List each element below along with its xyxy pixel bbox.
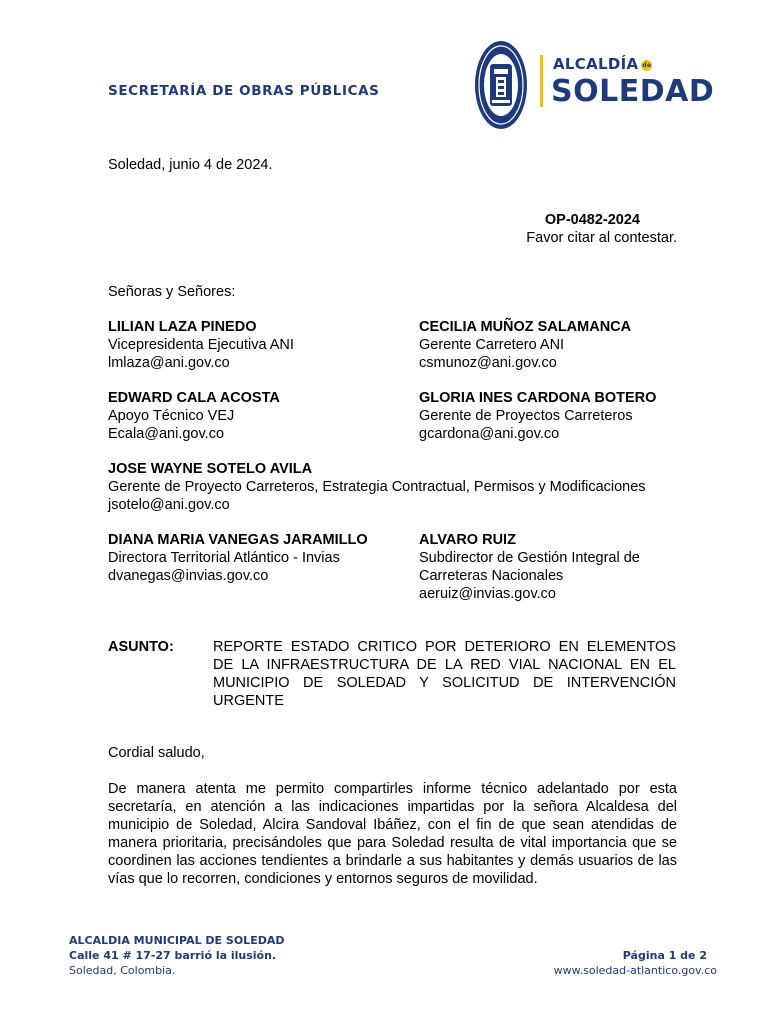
brand-divider — [540, 55, 543, 107]
salutation-to: Señoras y Señores: — [108, 284, 236, 300]
place-date: Soledad, junio 4 de 2024. — [108, 157, 273, 173]
recipient-name: ALVARO RUIZ — [419, 532, 516, 548]
recipient-email: csmunoz@ani.gov.co — [419, 355, 557, 371]
footer-address: Calle 41 # 17-27 barrió la ilusión. — [69, 949, 277, 962]
recipient-email: lmlaza@ani.gov.co — [108, 355, 230, 371]
recipient-title: Gerente de Proyectos Carreteros — [419, 408, 633, 424]
brand-alcaldia-text: ALCALDÍA — [553, 55, 639, 73]
recipient-email: aeruiz@invias.gov.co — [419, 586, 556, 602]
department-title: SECRETARÍA DE OBRAS PÚBLICAS — [108, 83, 380, 99]
recipient-block — [419, 531, 640, 603]
subject-text: REPORTE ESTADO CRITICO POR DETERIORO EN ELEMENTOS DE LA INFRAESTRUCTURA DE LA RED VIAL NACIONAL EN EL MUNICIPIO DE SOLEDAD Y SOLICITUD DE INTERVENCIÓN URGENTE — [213, 639, 676, 709]
recipient-name: EDWARD CALA ACOSTA — [108, 390, 280, 406]
recipient-title: Carreteras Nacionales — [419, 568, 564, 584]
recipient-title: Gerente Carretero ANI — [419, 337, 565, 353]
footer-page-number: Página 1 de 2 — [622, 949, 707, 962]
subject-label: ASUNTO: — [108, 639, 174, 655]
recipient-email: jsotelo@ani.gov.co — [108, 497, 230, 513]
recipient-email: dvanegas@invias.gov.co — [108, 568, 269, 584]
brand-de-badge: de — [642, 62, 652, 69]
brand-soledad: SOLEDAD — [551, 74, 715, 109]
recipient-block — [108, 318, 294, 372]
recipient-block — [108, 389, 280, 443]
recipient-title: Directora Territorial Atlántico - Invias — [108, 550, 340, 566]
brand-alcaldia — [553, 55, 652, 73]
recipient-title: Apoyo Técnico VEJ — [108, 408, 235, 424]
footer-city: Soledad, Colombia. — [69, 964, 176, 977]
reference-number: OP-0482-2024 — [544, 212, 640, 228]
recipient-name: CECILIA MUÑOZ SALAMANCA — [419, 319, 632, 335]
greeting: Cordial saludo, — [108, 745, 205, 761]
recipient-title: Gerente de Proyecto Carreteros, Estrategia Contractual, Permisos y Modificaciones — [108, 479, 646, 495]
recipient-block — [419, 389, 656, 443]
recipient-block — [108, 531, 368, 585]
recipient-email: Ecala@ani.gov.co — [108, 426, 225, 442]
cite-note: Favor citar al contestar. — [526, 230, 677, 246]
recipient-title: Vicepresidenta Ejecutiva ANI — [108, 337, 294, 353]
recipient-block — [108, 460, 688, 514]
recipient-name: JOSE WAYNE SOTELO AVILA — [108, 461, 313, 477]
recipient-block — [419, 318, 631, 372]
recipient-email: gcardona@ani.gov.co — [419, 426, 560, 442]
footer-website: www.soledad-atlantico.gov.co — [553, 964, 717, 977]
recipient-name: GLORIA INES CARDONA BOTERO — [419, 390, 657, 406]
municipal-seal-logo — [474, 40, 528, 130]
body-paragraph: De manera atenta me permito compartirles informe técnico adelantado por esta secretaría, en atención a las indicaciones impartidas por la señora Alcaldesa del municipio de Soledad, Alcira Sandoval Ibáñez, con el fin de que sean atendidas de manera prioritaria, precisándoles que para Soledad resulta de vital importancia que se coordinen las acciones tendientes a brindarle a sus habitantes y demás usuarios de las vías que lo recorren, condiciones y entornos seguros de movilidad. — [108, 781, 677, 887]
recipient-title: Subdirector de Gestión Integral de — [419, 550, 640, 566]
recipient-name: DIANA MARIA VANEGAS JARAMILLO — [108, 532, 368, 548]
footer-org: ALCALDIA MUNICIPAL DE SOLEDAD — [69, 934, 285, 947]
recipient-name: LILIAN LAZA PINEDO — [108, 319, 257, 335]
